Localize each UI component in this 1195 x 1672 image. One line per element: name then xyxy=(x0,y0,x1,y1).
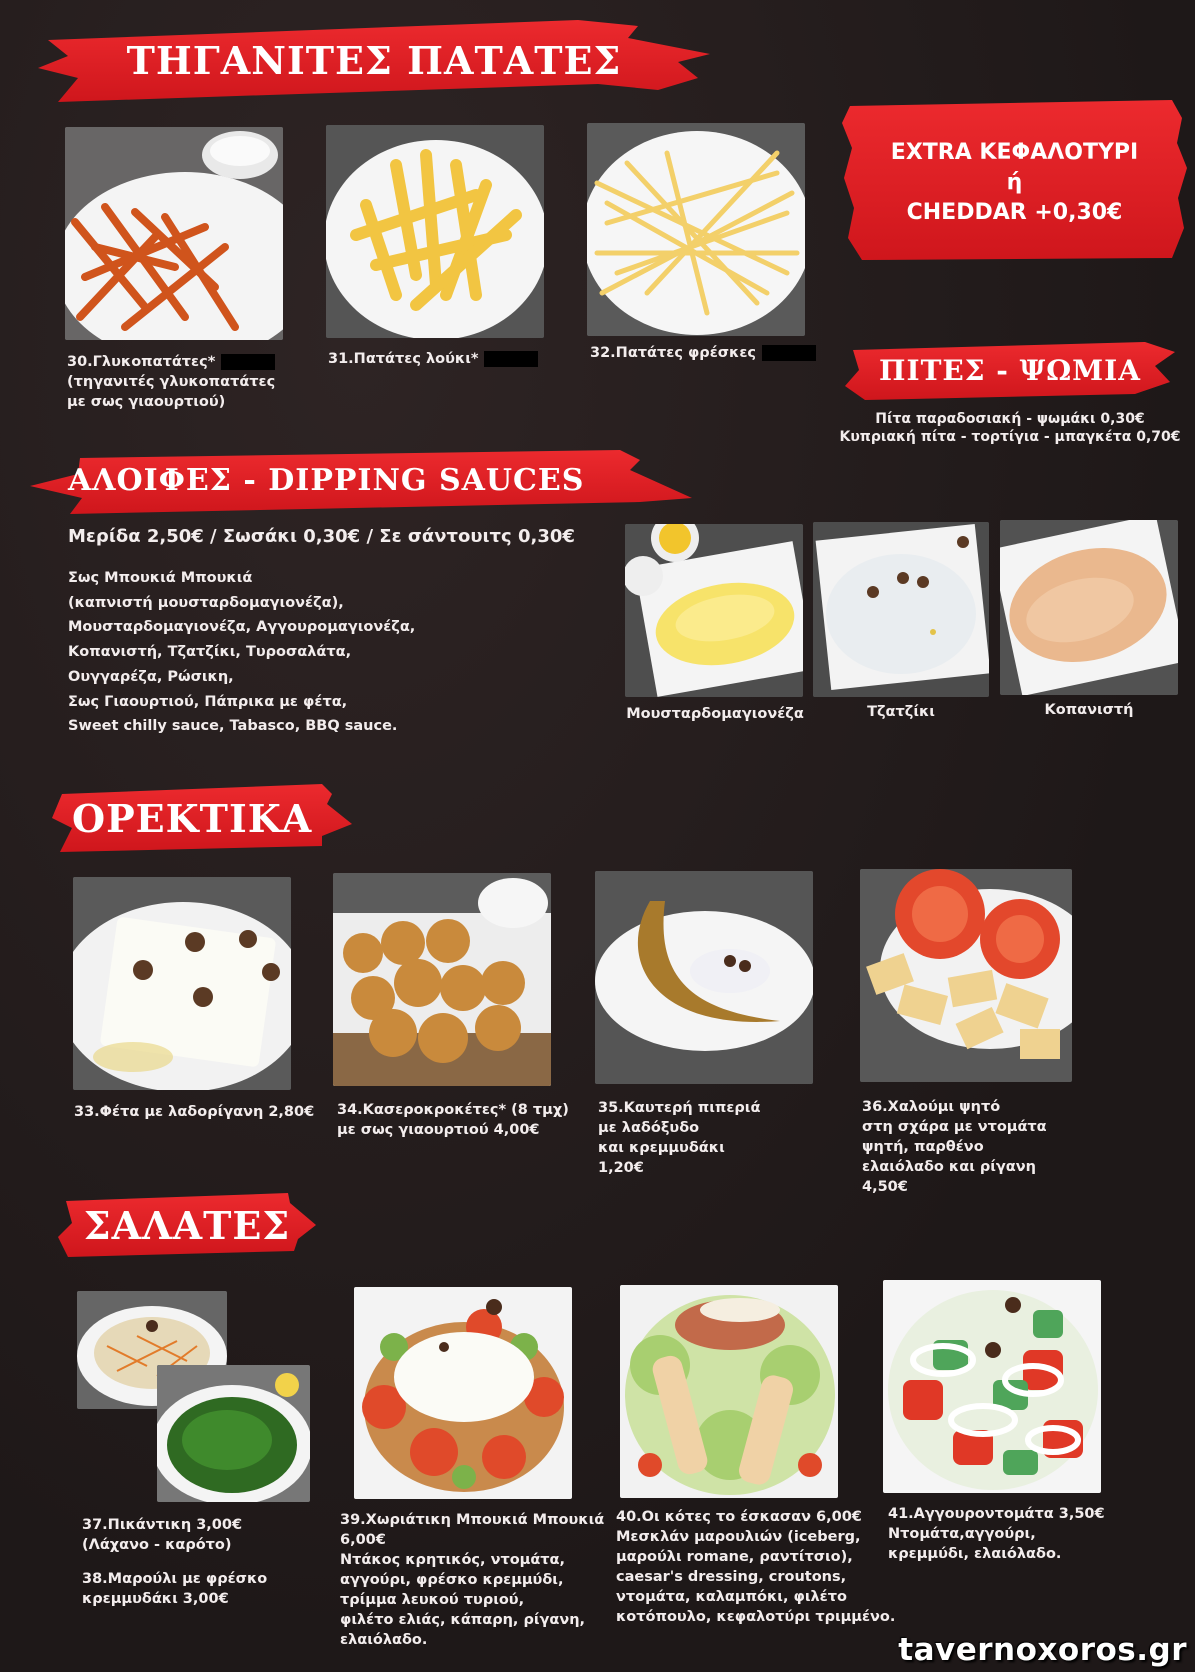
starter-35-line4: 1,20€ xyxy=(598,1160,644,1176)
salad-40-line5: ντομάτα, καλαμπόκι, φιλέτο xyxy=(616,1589,847,1605)
fries-item-30-line2: (τηγανιτές γλυκοπατάτες xyxy=(67,374,276,390)
sauces-line-7: Sweet chilly sauce, Tabasco, BBQ sauce. xyxy=(68,718,398,735)
redaction-mark xyxy=(762,345,816,361)
starter-34-line1: 34.Κασεροκροκέτες* (8 τμχ) xyxy=(337,1102,569,1118)
starter-item-36 xyxy=(862,1097,1047,1197)
chicken-caesar-salad-photo xyxy=(620,1285,838,1498)
tomato-cucumber-salad-photo xyxy=(883,1280,1101,1493)
sauces-line-5: Ουγγαρέζα, Ρώσικη, xyxy=(68,668,234,685)
salad-39-line4: αγγούρι, φρέσκο κρεμμύδι, xyxy=(340,1572,564,1588)
sweet-potato-fries-photo xyxy=(65,127,283,340)
salad-item-41 xyxy=(888,1504,1105,1564)
fries-title: ΤΗΓΑΝΙΤΕΣ ΠΑΤΑΤΕΣ xyxy=(126,37,622,83)
fries-item-31: 31.Πατάτες λούκι* xyxy=(328,349,538,369)
starter-35-line3: και κρεμμυδάκι xyxy=(598,1140,725,1156)
tzatziki-photo xyxy=(813,522,989,697)
sauces-line-3: Μουσταρδομαγιονέζα, Αγγουρομαγιονέζα, xyxy=(68,619,416,636)
kopanisti-photo xyxy=(1000,520,1178,695)
cheese-croquettes-photo xyxy=(333,873,551,1086)
salad-38-line1: 38.Μαρούλι με φρέσκο xyxy=(82,1571,268,1587)
salad-item-39 xyxy=(340,1510,604,1650)
halloumi-photo xyxy=(860,869,1072,1082)
extra-line-3: CHEDDAR +0,30€ xyxy=(906,200,1123,225)
starter-35-line1: 35.Καυτερή πιπεριά xyxy=(598,1100,761,1116)
starter-item-35 xyxy=(598,1098,760,1178)
starter-36-line5: 4,50€ xyxy=(862,1179,908,1195)
salad-39-line5: τρίμμα λευκού τυριού, xyxy=(340,1592,525,1608)
watermark: tavernoxoros.gr xyxy=(898,1632,1187,1668)
pies-line-1: Πίτα παραδοσιακή - ψωμάκι 0,30€ xyxy=(875,411,1145,427)
starters-section-banner xyxy=(52,780,352,856)
extra-cheese-box xyxy=(842,98,1187,263)
extra-line-1: EXTRA ΚΕΦΑΛΟΤΥΡΙ xyxy=(890,140,1139,165)
fries-item-32: 32.Πατάτες φρέσκες xyxy=(590,343,816,363)
mustard-mayo-photo xyxy=(625,524,803,697)
salad-40-line3: μαρούλι romane, ραντίτσιο), xyxy=(616,1549,853,1565)
salads-title: ΣΑΛΑΤΕΣ xyxy=(83,1202,291,1248)
starter-36-line3: ψητή, παρθένο xyxy=(862,1139,984,1155)
salad-item-38 xyxy=(82,1569,267,1609)
fries-item-30-line1: 30.Γλυκοπατάτες* xyxy=(67,352,275,372)
sauces-line-6: Σως Γιαουρτιού, Πάπρικα με φέτα, xyxy=(68,693,348,710)
pies-list xyxy=(830,410,1190,446)
salad-38-line2: κρεμμυδάκι 3,00€ xyxy=(82,1591,229,1607)
salad-37-line2: (Λάχανο - καρότο) xyxy=(82,1537,232,1553)
salad-37-line1: 37.Πικάντικη 3,00€ xyxy=(82,1517,243,1533)
starter-36-line4: ελαιόλαδο και ρίγανη xyxy=(862,1159,1036,1175)
salad-40-line1: 40.Οι κότες το έσκασαν 6,00€ xyxy=(616,1509,862,1525)
salad-40-line2: Μεσκλάν μαρουλιών (iceberg, xyxy=(616,1529,861,1545)
salad-39-line7: ελαιόλαδο. xyxy=(340,1632,428,1648)
feta-photo xyxy=(73,877,291,1090)
redaction-mark xyxy=(221,354,275,370)
starter-item-34 xyxy=(337,1100,569,1140)
sauces-line-2: (καπνιστή μουσταρδομαγιονέζα), xyxy=(68,594,344,611)
salad-39-line2: 6,00€ xyxy=(340,1532,386,1548)
sauce-caption-mustard-mayo: Μουσταρδομαγιονέζα xyxy=(626,706,804,722)
salad-item-37 xyxy=(82,1515,242,1555)
starter-36-line2: στη σχάρα με ντομάτα xyxy=(862,1119,1047,1135)
salad-41-line2: Ντομάτα,αγγούρι, xyxy=(888,1526,1036,1542)
sauce-caption-kopanisti: Κοπανιστή xyxy=(1044,702,1134,718)
salad-39-line6: φιλέτο ελιάς, κάπαρη, ρίγανη, xyxy=(340,1612,586,1628)
starter-34-line2: με σως γιαουρτιού 4,00€ xyxy=(337,1122,540,1138)
salad-40-line4: caesar's dressing, croutons, xyxy=(616,1569,847,1585)
salad-40-line6: κοτόπουλο, κεφαλοτύρι τριμμένο. xyxy=(616,1609,896,1625)
sauces-list xyxy=(68,566,415,739)
starters-title: ΟΡΕΚΤΙΚΑ xyxy=(72,795,313,841)
redaction-mark xyxy=(484,351,538,367)
salad-item-40 xyxy=(616,1507,895,1627)
sauce-caption-tzatziki: Τζατζίκι xyxy=(867,704,935,720)
pies-title: ΠΙΤΕΣ - ΨΩΜΙΑ xyxy=(879,353,1141,387)
fresh-fries-photo xyxy=(587,123,805,336)
lettuce-salad-photo xyxy=(157,1365,310,1502)
fries-item-30 xyxy=(67,352,275,412)
sauces-section-banner xyxy=(30,442,692,518)
starter-item-33 xyxy=(74,1102,314,1122)
village-salad-photo xyxy=(354,1287,572,1499)
salads-section-banner xyxy=(58,1187,316,1263)
sauces-prices: Μερίδα 2,50€ / Σωσάκι 0,30€ / Σε σάντουιτς 0,30€ xyxy=(68,526,575,547)
salad-39-line1: 39.Χωριάτικη Μπουκιά Μπουκιά xyxy=(340,1512,605,1528)
pies-line-2: Κυπριακή πίτα - τορτίγια - μπαγκέτα 0,70€ xyxy=(839,429,1181,445)
salad-39-line3: Ντάκος κρητικός, ντομάτα, xyxy=(340,1552,566,1568)
starter-33-line1: 33.Φέτα με λαδορίγανη 2,80€ xyxy=(74,1104,315,1120)
starter-35-line2: με λαδόξυδο xyxy=(598,1120,700,1136)
starter-36-line1: 36.Χαλούμι ψητό xyxy=(862,1099,1001,1115)
sauces-line-4: Κοπανιστή, Τζατζίκι, Τυροσαλάτα, xyxy=(68,644,352,661)
hot-pepper-photo xyxy=(595,871,813,1084)
fries-section-banner xyxy=(38,18,710,102)
sauces-title: ΑΛΟΙΦΕΣ - DIPPING SAUCES xyxy=(68,462,585,498)
salad-41-line3: κρεμμύδι, ελαιόλαδο. xyxy=(888,1546,1062,1562)
sauces-line-1: Σως Μπουκιά Μπουκιά xyxy=(68,570,253,586)
pies-section-banner xyxy=(845,338,1175,402)
fries-item-30-line3: με σως γιαουρτιού) xyxy=(67,394,226,410)
salad-41-line1: 41.Αγγουροντομάτα 3,50€ xyxy=(888,1506,1105,1522)
extra-line-2: ή xyxy=(1006,170,1023,195)
lucky-fries-photo xyxy=(326,125,544,338)
